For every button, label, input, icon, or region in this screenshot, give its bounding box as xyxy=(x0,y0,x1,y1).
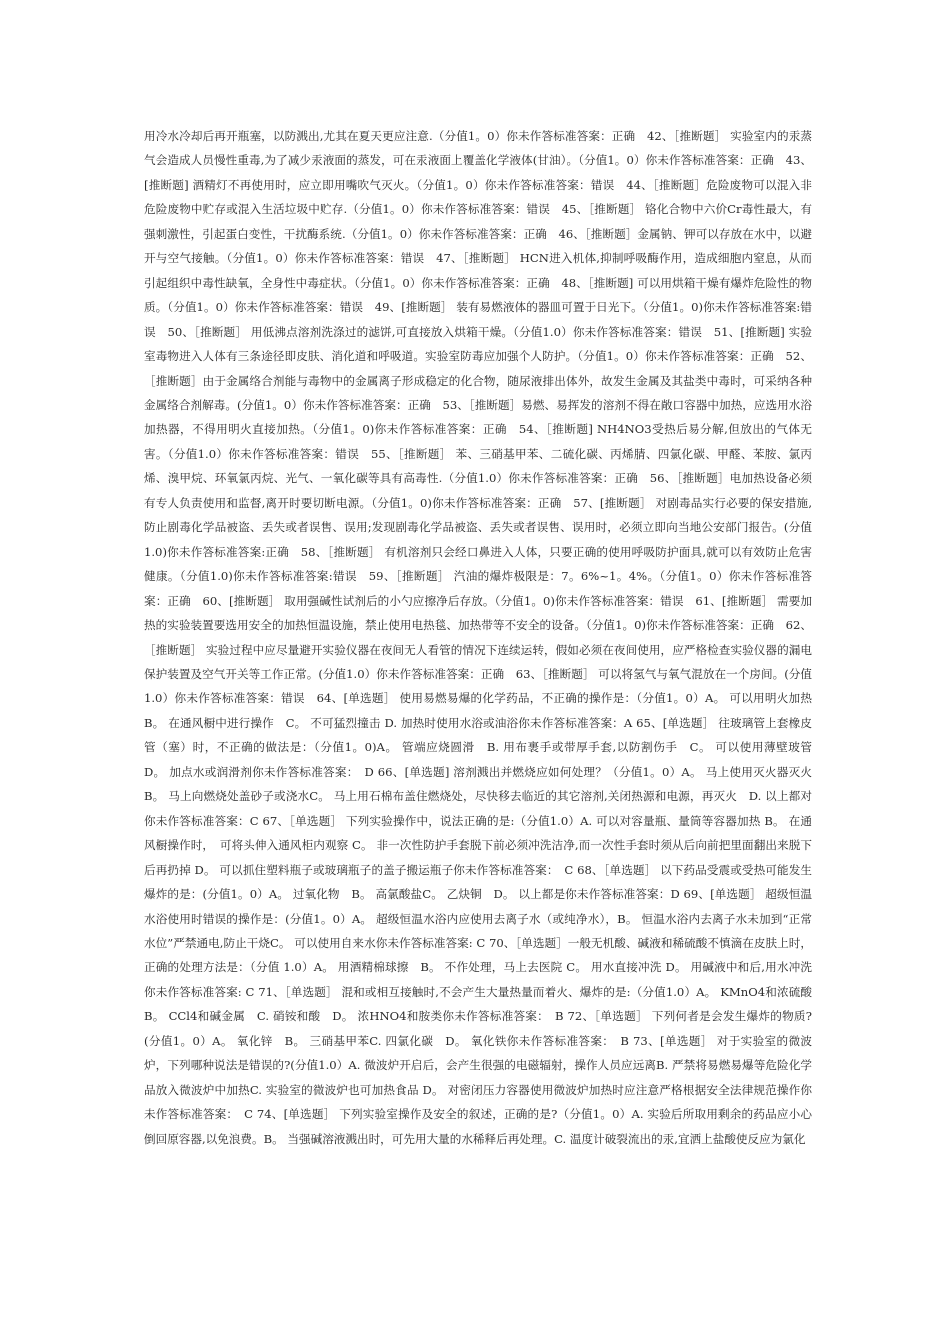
document-body-text: 用冷水冷却后再开瓶塞，以防溅出,尤其在夏天更应注意.（分值1。0）你未作答标准答案：正确 42、［推断题］ 实验室内的汞蒸气会造成人员慢性重毒,为了减少汞液面的蒸发，可在汞液面上覆盖化学液体(甘油）。（分值1。0）你未作答标准答案：正确 43、[推断题] 酒精灯不再使用时，应立即用嘴吹气灭火。（分值1。0）你未作答标准答案：错误 44、［推断题］危险废物可以混入非危险废物中贮存或混入生活垃圾中贮存.（分值1。0）你未作答标准答案：错误 45、［推断题］ 铬化合物中六价Cr毒性最大，有强刺激性，引起蛋白变性，干扰酶系统.（分值1。0）你未作答标准答案：正确 46、［推断题］金属钠、钾可以存放在水中，以避开与空气接触。（分值1。0）你未作答标准答案：错误 47、［推断题］ HCN进入机体,抑制呼吸酶作用，造成细胞内窒息，从而引起组织中毒性缺氧，全身性中毒症状。（分值1。0）你未作答标准答案：正确 48、［推断题] 可以用烘箱干燥有爆炸危险性的物质。（分值1。0）你未作答标准答案：错误 49、[推断题］ 装有易燃液体的器皿可置于日光下。（分值1。0)你未作答标准答案:错误 50、［推断题］ 用低沸点溶剂洗涤过的滤饼,可直接放入烘箱干燥。（分值1.0）你未作答标准答案：错误 51、[推断题] 实验室毒物进入人体有三条途径即皮肤、消化道和呼吸道。实验室防毒应加强个人防护。（分值1。0）你未作答标准答案：正确 52、［推断题］由于金属络合剂能与毒物中的金属离子形成稳定的化合物，随尿液排出体外，故发生金属及其盐类中毒时，可采纳各种金属络合剂解毒。(分值1。0）你未作答标准答案：正确 53、［推断题］易燃、易挥发的溶剂不得在敞口容器中加热，应选用水浴加热器，不得用明火直接加热。（分值1。0)你未作答标准答案：正确 54、［推断题] NH4NO3受热后易分解,但放出的气体无害。（分值1.0）你未作答标准答案：错误 55、［推断题］ 苯、三硝基甲苯、二硫化碳、丙烯腈、四氯化碳、甲醛、苯胺、氯丙烯、溴甲烷、环氧氯丙烷、光气、一氧化碳等具有高毒性.（分值1.0）你未作答标准答案：正确 56、［推断题］电加热设备必须有专人负责使用和监督,离开时要切断电源。（分值1。0)你未作答标准答案：正确 57、[推断题］ 对剧毒品实行必要的保安措施,防止剧毒化学品被盗、丢失或者误售、误用;发现剧毒化学品被盗、丢失或者误售、误用时，必须立即向当地公安部门报告。(分值1.0)你未作答标准答案:正确 58、［推断题］ 有机溶剂只会经口鼻进入人体，只要正确的使用呼吸防护面具,就可以有效防止危害健康。（分值1.0)你未作答标准答案:错误 59、［推断题］ 汽油的爆炸极限是：7。6%~1。4%。（分值1。0）你未作答标准答案：正确 60、[推断题］ 取用强碱性试剂后的小勺应擦净后存放。（分值1。0)你未作答标准答案：错误 61、[推断题］ 需要加热的实验装置要选用安全的加热恒温设施，禁止使用电热毯、加热带等不安全的设备。（分值1。0)你未作答标准答案：正确 62、［推断题］ 实验过程中应尽量避开实验仪器在夜间无人看管的情况下连续运转，假如必须在夜间使用，应严格检查实验仪器的漏电保护装置及空气开关等工作正常。(分值1.0）你未作答标准答案：正确 63、［推断题］ 可以将氢气与氧气混放在一个房间。(分值1.0）你未作答标准答案：错误 64、[单选题］ 使用易燃易爆的化学药品，不正确的操作是：（分值1。0）A。 可以用明火加热 B。 在通风橱中进行操作 C。 不可猛烈撞击 D. 加热时使用水浴或油浴你未作答标准答案：A 65、[单选题］ 往玻璃管上套橡皮管（塞）时，不正确的做法是：（分值1。0)A。 管端应烧圆滑 B. 用布裹手或带厚手套,以防割伤手 C。 可以使用薄壁玻管 D。 加点水或润滑剂你未作答标准答案： D 66、[单选题] 溶剂溅出并燃烧应如何处理？（分值1。0）A。 马上使用灭火器灭火 B。 马上向燃烧处盖砂子或浇水C。 马上用石棉布盖住燃烧处，尽快移去临近的其它溶剂,关闭热源和电源，再灭火 D. 以上都对你未作答标准答案：C 67、［单选题］ 下列实验操作中，说法正确的是:（分值1.0）A. 可以对容量瓶、量筒等容器加热 B。 在通风橱操作时， 可将头伸入通风柜内观察 C。 非一次性防护手套脱下前必须冲洗洁净,而一次性手套时须从后向前把里面翻出来脱下后再扔掉 D。 可以抓住塑料瓶子或玻璃瓶子的盖子搬运瓶子你未作答标准答案： C 68、［单选题］ 以下药品受震或受热可能发生爆炸的是：(分值1。0）A。 过氧化物 B。 高氯酸盐C。 乙炔铜 D。 以上都是你未作答标准答案：D 69、[单选题］ 超级恒温水浴使用时错误的操作是：(分值1。0）A。 超级恒温水浴内应使用去离子水（或纯净水），B。 恒温水浴内去离子水未加到“正常水位”严禁通电,防止干烧C。 可以使用自来水你未作答标准答案: C 70、［单选题］一般无机酸、碱液和稀硫酸不慎滴在皮肤上时，正确的处理方法是：（分值 1.0）A。 用酒精棉球擦 B。 不作处理，马上去医院 C。 用水直接冲洗 D。 用碱液中和后,用水冲洗 你未作答标准答案: C 71、［单选题］ 混和或相互接触时,不会产生大量热量而着火、爆炸的是:（分值1.0）A。 KMnO4和浓硫酸 B。 CCl4和碱金属 C. 硝铵和酸 D。 浓HNO4和胺类你未作答标准答案： B 72、［单选题］ 下列何者是会发生爆炸的物质?(分值1。0）A。 氧化锌 B。 三硝基甲苯C. 四氯化碳 D。 氧化铁你未作答标准答案： B 73、[单选题］ 对于实验室的微波炉，下列哪种说法是错误的?(分值1.0）A. 微波炉开启后，会产生很强的电磁辐射，操作人员应远离B. 严禁将易燃易爆等危险化学品放入微波炉中加热C. 实验室的微波炉也可加热食品 D。 对密闭压力容器使用微波炉加热时应注意严格根据安全法律规范操作你未作答标准答案： C 74、[单选题］ 下列实验室操作及安全的叙述，正确的是?（分值1。0）A. 实验后所取用剩余的药品应小心倒回原容器,以免浪费。B。 当强碱溶液溅出时，可先用大量的水稀释后再处理。C. 温度计破裂流出的汞,宜洒上盐酸使反应为氯化 xyxy=(144,129,824,1146)
document-page xyxy=(144,124,824,1151)
